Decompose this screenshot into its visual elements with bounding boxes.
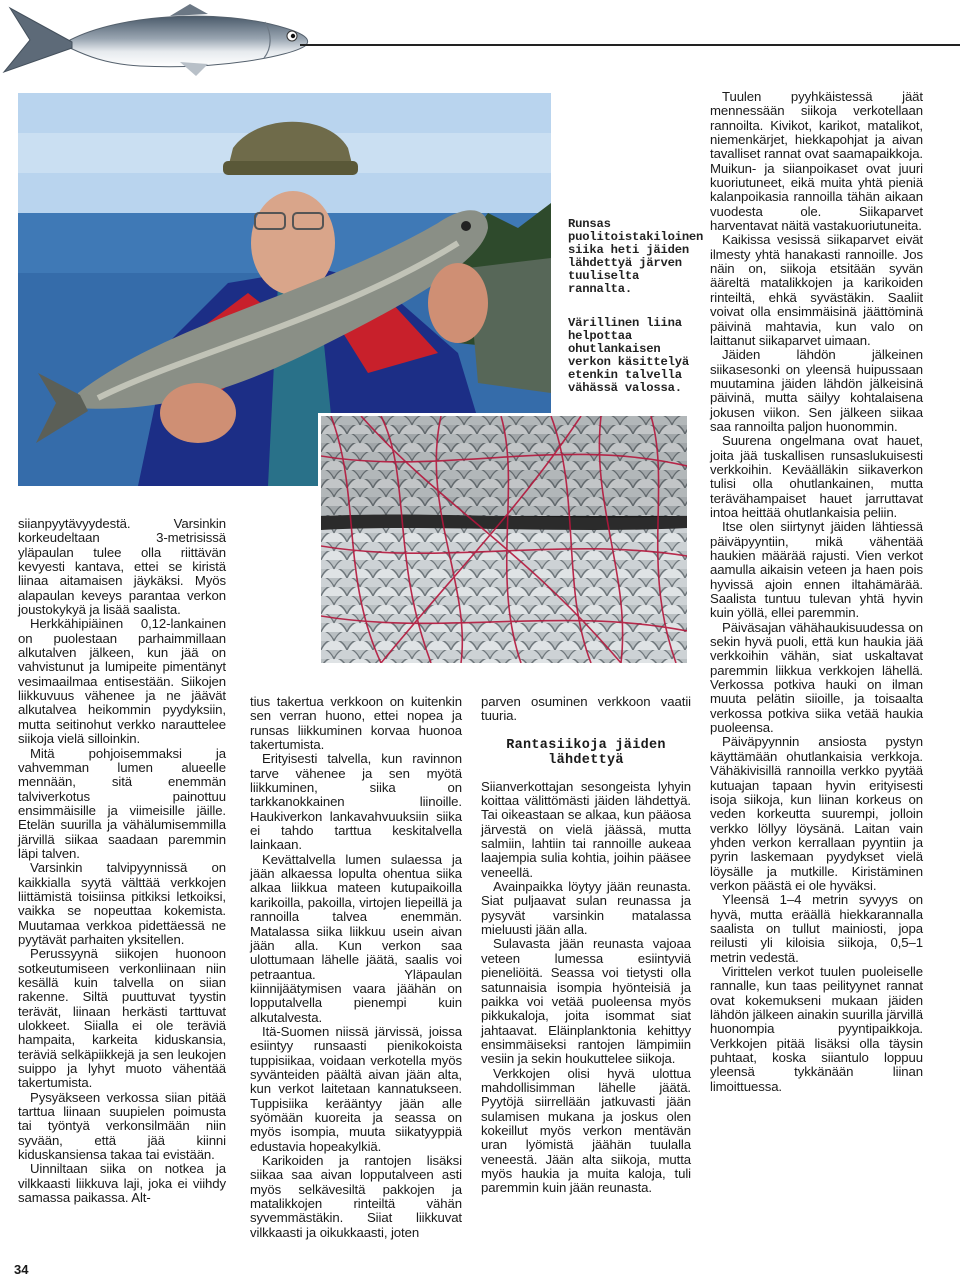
photo-caption-net: Värillinen liina helpottaa ohutlankaisen verkon käsittelyä etenkin talvella vähässä valossa.	[568, 316, 689, 396]
paragraph: Suurena ongelmana ovat hauet, joita jää tuskallisen runsaslukuisesti verkkoihin. Keväälläkin siikaverkon tulisi olla ohutlankainen, mutta terävähampaiset hauet jarruttavat intoa heittää ohutlankaisia peliin.	[710, 433, 923, 520]
photo-caption-main: Runsas puolitoistakiloinen siika heti jäiden lähdettyä järven tuuliselta rannalta.	[568, 217, 704, 297]
paragraph: Uinniltaan siika on notkea ja vilkkaasti liikkuva laji, joka ei viihdy samassa paikassa. Alt-	[18, 1161, 226, 1206]
paragraph: Perussyynä siikojen huonoon sotkeutumiseen verkonliinaan niin kesällä kuin talvella on siian rakenne. Siltä puuttuvat tyystin terävät, liinaan herkästi tarttuvat ulokkeet. Siialla ei ole teräviä hampaita, karkeita kiduskansia, teräviä selkäpiikkejä ja sen leukojen suippo ja lyhyt muoto vähentää takertumista.	[18, 946, 226, 1091]
paragraph: Itse olen siirtynyt jäiden lähtiessä päiväpyyntiin, mikä vähentää haukien määrää rajusti. Vien verkot aamulla aikaisin veteen ja haen pois hyvissä ajoin ennen iltahämärää. Saalista tuntuu tulevan yhtä hyvin kuin yöllä, ellei paremmin.	[710, 519, 923, 621]
paragraph: Itä-Suomen niissä järvissä, joissa esiintyy runsaasti pienikokoista tuppisiikaa, voidaan verkotella myös syvänteiden päältä aivan jään alta, kun verkot laitetaan kannatukseen. Tuppisiika kerääntyy jään alle syömään kuoreita ja seassa on myös isompia, muuta siikatyyppiä edustavia hopeakylkiä.	[250, 1023, 462, 1154]
paragraph: Yleensä 1–4 metrin syvyys on hyvä, mutta eräällä hiekkarannalla saalista on tullut mainiosti, jopa reilusti yli kiloisia siikoja, 0,5–1 metrin vedestä.	[710, 892, 923, 965]
text-column-1	[18, 517, 226, 1206]
paragraph: Kevättalvella lumen sulaessa ja jään alkaessa lopulta ohentua siika alkaa liikkua mateen kutupaikoilla karikoilla, pakoilla, virtojen liepeillä ja rannoilla talvea enemmän. Matalassa siika liikkuu usein aivan jään alla. Kun verkon saa ulottumaan lähelle jäätä, saalis voi petraantua. Yläpaulan kiinnijäätymisen vaara jäähän on lopputalvella pienempi kuin alkutalvesta.	[250, 851, 462, 1025]
text-column-4	[710, 90, 923, 1094]
photo-fish-in-red-net	[318, 413, 690, 666]
paragraph: Virittelen verkot tuulen puoleiselle rannalle, kun taas peilityynet rannat ovat kokemukseni mukaan jäiden lähdön jälkeen ainakin suurilla järvillä huonompia pyyntipaikkoja. Verkkojen pitää lisäksi olla täysin puhtaat, koska siiantulo loppuu yleensä tykkänään liinan limoittuessa.	[710, 963, 923, 1094]
paragraph: Päiväpyynnin ansiosta pystyn käyttämään ohutlankaisia verkkoja. Vähäkivisillä rannoilla verkko pyytää kutuajan tapaan hyvin erityisesti isoja siikoja, kun liinan korkeus on veden korkeutta suurempi, jolloin verkko löllyy löysänä. Laitan vain yhden verkon kerrallaan pyyntiin ja pyrin laskemaan pyydykset vielä löysälle ja mutkille. Kiristäminen verkon päästä ei ole hyväksi.	[710, 734, 923, 893]
header-rule	[300, 44, 960, 46]
paragraph: Verkkojen olisi hyvä ulottua mahdollisimman lähelle jäätä. Pyytöjä siirrellään jatkuvasti jään sulamisen mukana ja joskus olen kokeillut myös verkon mentävän uran lyömistä jäähän tuulalla veneestä. Jään alta siikoja, mutta myös haukia ja muita kaloja, tuli paremmin kuin jään reunasta.	[481, 1065, 691, 1196]
paragraph: Erityisesti talvella, kun ravinnon tarve vähenee ja sen myötä liikkuminen, siika on tarkkanokkainen liinoille. Haukiverkon lankavahvuuksiin siika ei tahdo tarttua keskitalvella lainkaan.	[250, 751, 462, 853]
whitefish-illustration	[0, 0, 320, 82]
paragraph: Jäiden lähdön jälkeinen siikasesonki on yleensä huipussaan muutamina jäiden lähdön jälkeisinä päivinä, mutta säilyy kohtalaisena jokusen viikon. Sen jälkeen siikaa saa rannoilta paljon huonommin.	[710, 347, 923, 434]
paragraph: tius takertua verkkoon on kuitenkin sen verran huono, ettei nopea ja runsas liikkuminen korvaa huonoa takertumista.	[250, 694, 462, 753]
paragraph: Mitä pohjoisemmaksi ja vahvemman lumen alueelle mennään, sitä enemmän talviverkotus painottuu ensimmäisille ja viimeisille jäille. Etelän suurilla ja vähälumisemmilla järvillä siikaa saadaan paremmin läpi talven.	[18, 745, 226, 861]
section-heading: Rantasiikoja jäiden lähdettyä	[506, 737, 666, 768]
text-column-2	[250, 695, 462, 1240]
paragraph: Kaikissa vesissä siikaparvet eivät ilmesty yhtä hanakasti rannoille. Jos näin on, siikoja etsitään syvän ääreltä matalikkojen ja karikoiden rinteiltä, ehkä syvästäkin. Saaliit voivat olla ensimmäisinä jäättöminä päivinä mahtavia, kun valo on laittanut siikaparvet uimaan.	[710, 232, 923, 348]
text-column-3	[481, 695, 691, 1196]
paragraph: Karikoiden ja rantojen lisäksi siikaa saa aivan lopputalveen asti myös selkävesiltä pakkojen ja matalikkojen rinteiltä vähän syvemmästäkin. Siiat liikkuvat vilkkaasti ja oikukkaasti, joten	[250, 1153, 462, 1240]
paragraph: siianpyytävyydestä. Varsinkin korkeudeltaan 3-metrisissä yläpaulan tulee olla riittävän kevyesti kantava, ettei se kiristä liinaa aitamaisen jäykäksi. Myös alapaulan keveys parantaa verkon joustokykyä ja lisää saalista.	[18, 516, 226, 618]
paragraph: Pysyäkseen verkossa siian pitää tarttua liinaan suupielen poimusta tai työntyä verkonsilmään niin syvään, että jää kiinni kiduskansiensa takaa tai evistään.	[18, 1089, 226, 1163]
page-number: 34	[14, 1262, 29, 1277]
paragraph: Herkkähipiäinen 0,12-lankainen on puolestaan parhaimmillaan alkutalven jälkeen, kun jää on vahvistunut ja lumipeite pimentänyt vesimaailmaa entisestään. Siikojen liikkuvuus vähenee ja ne jäävät alkutalvea heikommin pyydyksiin, mutta seitinohut verkko narauttelee siikoja vielä silloinkin.	[18, 616, 226, 747]
paragraph: Siianverkottajan sesongeista lyhyin koittaa välittömästi jäiden lähdettyä. Tai oikeastaan se alkaa, kun pääosa järvestä on vielä jäässä, mutta salmiin, lahtiin tai rannoille aukeaa laajempia sulia kohtia, joihin pääsee veneellä.	[481, 778, 691, 880]
paragraph: Päiväsajan vähähaukisuudessa on sekin hyvä puoli, että kun haukia jää verkkoihin vähän, siat uskaltavat paremmin liikkua verkkojen lähellä. Verkossa potkiva hauki on ilman muuta pelätin siioille, ja toisaalta verkossa potkiva siika vetää haukia puoleensa.	[710, 619, 923, 736]
paragraph: Avainpaikka löytyy jään reunasta. Siat puljaavat sulan reunassa ja pysyvät varsinkin matalassa mieluusti jään alla.	[481, 879, 691, 938]
paragraph: Sulavasta jään reunasta vajoaa veteen lumessa esiintyviä pieneliöitä. Seassa voi tietysti olla satunnaisia isompia hyönteisiä ja paikka voi vetää puoleensa myös pikkukaloja, joita isommat siat jahtaavat. Eläinplanktonia kehittyy ensimmäiseksi rantojen lämpimiin vesiin ja sekin houkuttelee siikoja.	[481, 936, 691, 1067]
paragraph: parven osuminen verkkoon vaatii tuuria.	[481, 694, 691, 724]
paragraph: Tuulen pyyhkäistessä jäät mennessään siikoja verkotellaan rannoilta. Kivikot, karikot, matalikot, niemenkärjet, hiekkapohjat ja aivan tavalliset rannat ovat saamapaikkoja. Muikun- ja siianpoikaset ovat juuri kuoriutuneet, eikä muita yhtä pieniä kalanpoikasia rannoilla tähän aikaan vuodesta ole. Siikaparvet harventavat näitä vastakuoriutuneita.	[710, 89, 923, 234]
paragraph: Varsinkin talvipyynnissä on kaikkialla syytä välttää verkkojen liittämistä toisiinsa pitkiksi letkoiksi, vaikka se nopeuttaa kokemista. Muutamaa verkkoa pidettäessä ne pyytävät parhaiten yksitellen.	[18, 860, 226, 947]
